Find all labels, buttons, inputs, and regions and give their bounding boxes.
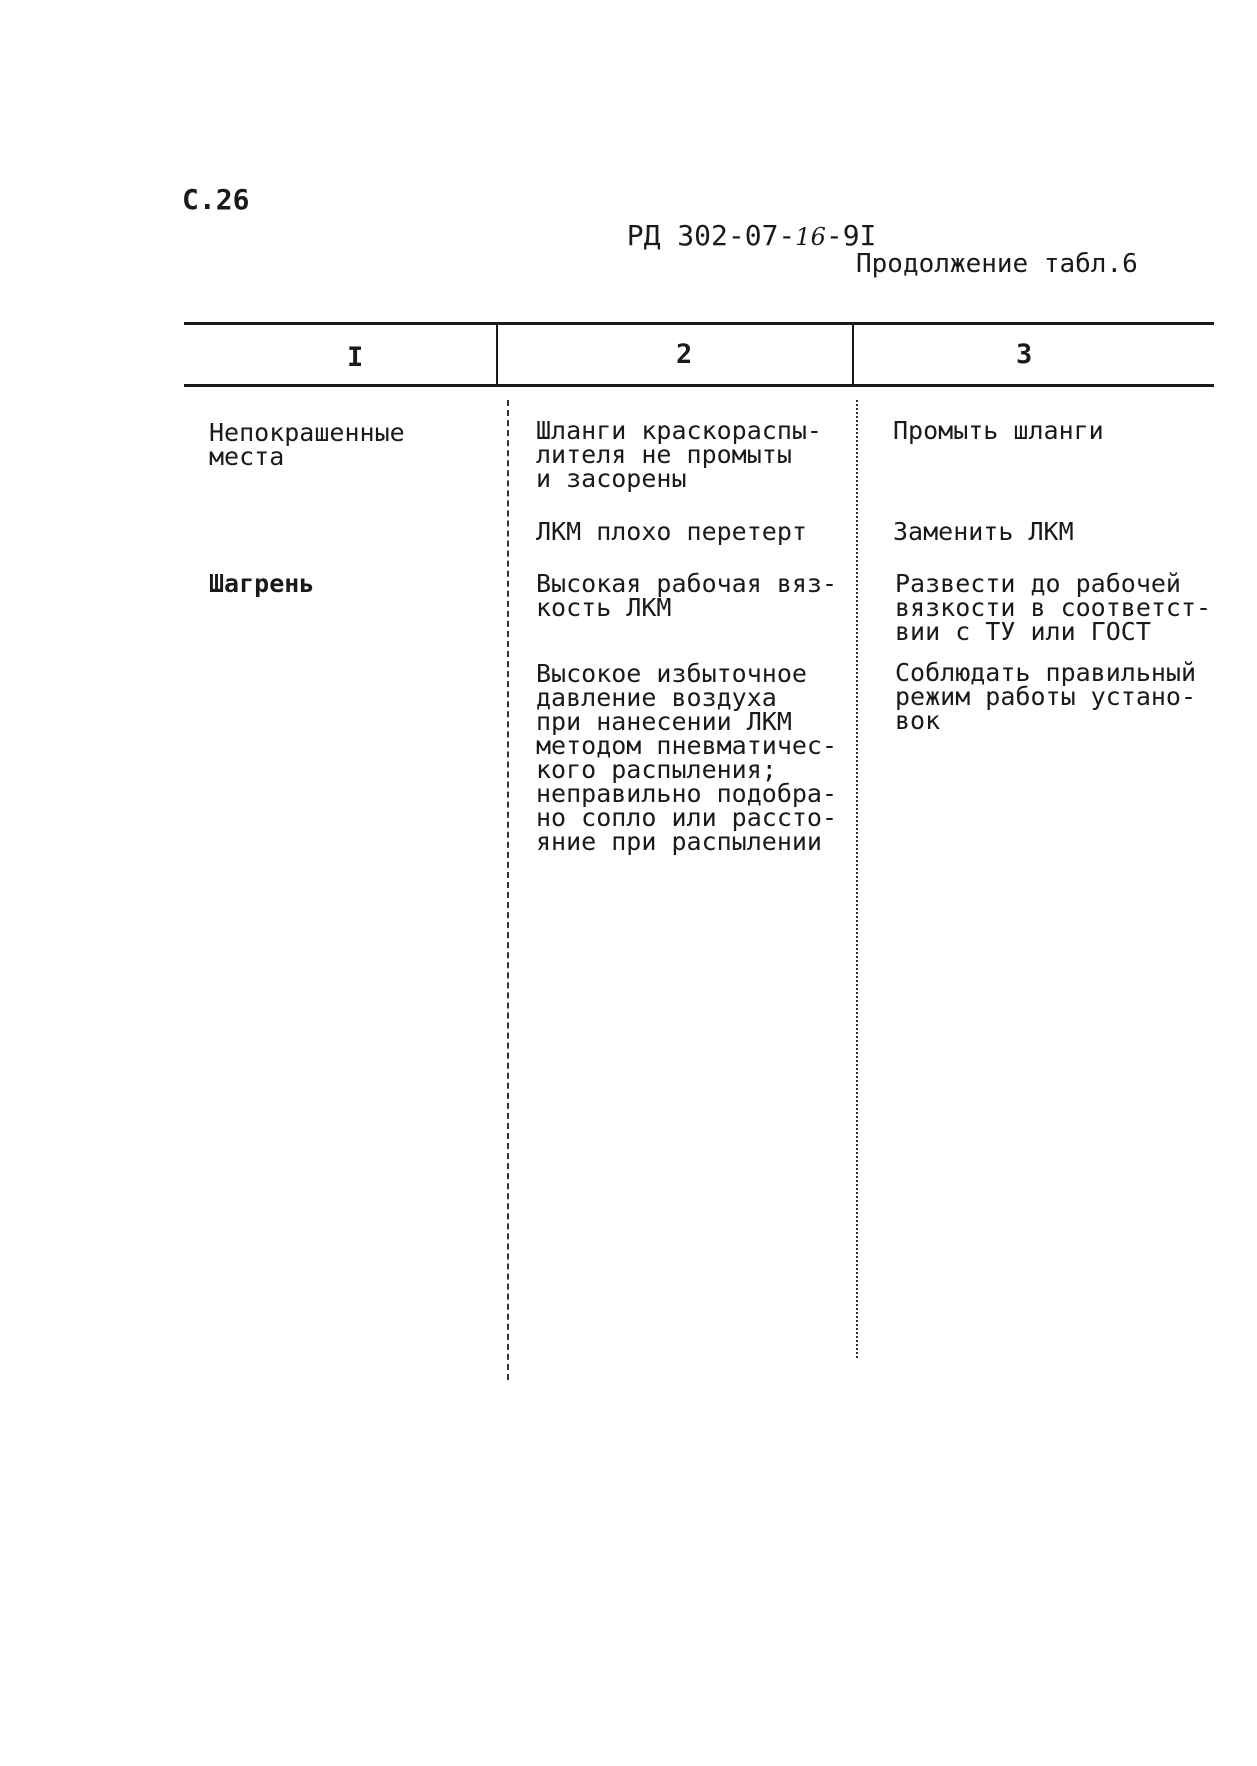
page-number: С.26 bbox=[182, 183, 250, 216]
table-top-rule bbox=[184, 322, 1214, 325]
table-caption: Продолжение табл.6 bbox=[856, 249, 1138, 279]
column-divider-2 bbox=[852, 323, 854, 385]
table-cell-remedy: Развести до рабочей вязкости в соответст- вии с ТУ или ГОСТ bbox=[895, 569, 1212, 646]
table-header-rule bbox=[184, 384, 1214, 387]
column-divider-1-dashed bbox=[507, 400, 509, 1380]
doc-code-handwritten-number: 16 bbox=[795, 223, 826, 251]
table-cell-cause: ЛКМ плохо перетерт bbox=[536, 517, 807, 546]
doc-code-suffix: -9I bbox=[825, 219, 877, 252]
table-cell-cause: Шланги краскораспы- лителя не промыты и засорены bbox=[536, 416, 822, 493]
document-code bbox=[593, 186, 876, 252]
table-cell-cause: Высокое избыточное давление воздуха при нанесении ЛКМ методом пневматичес- кого распыления; неправильно подобра- но сопло или рассто- яние при распылении bbox=[536, 659, 838, 856]
column-divider-2-dashed bbox=[856, 400, 858, 1358]
table-cell-remedy: Соблюдать правильный режим работы устано- вок bbox=[895, 658, 1197, 735]
table-cell-remedy: Промыть шланги bbox=[893, 416, 1104, 445]
table-header-col1: I bbox=[347, 342, 364, 373]
table-cell-defect: Непокрашенные места bbox=[209, 418, 405, 471]
doc-code-prefix: РД 302-07- bbox=[626, 219, 796, 252]
table-cell-remedy: Заменить ЛКМ bbox=[893, 517, 1074, 546]
table-cell-cause: Высокая рабочая вяз- кость ЛКМ bbox=[536, 569, 838, 622]
table-header-col3: 3 bbox=[1016, 339, 1033, 370]
table-header-col2: 2 bbox=[676, 339, 693, 370]
column-divider-1 bbox=[496, 323, 498, 385]
table-cell-defect: Шагрень bbox=[209, 569, 315, 598]
